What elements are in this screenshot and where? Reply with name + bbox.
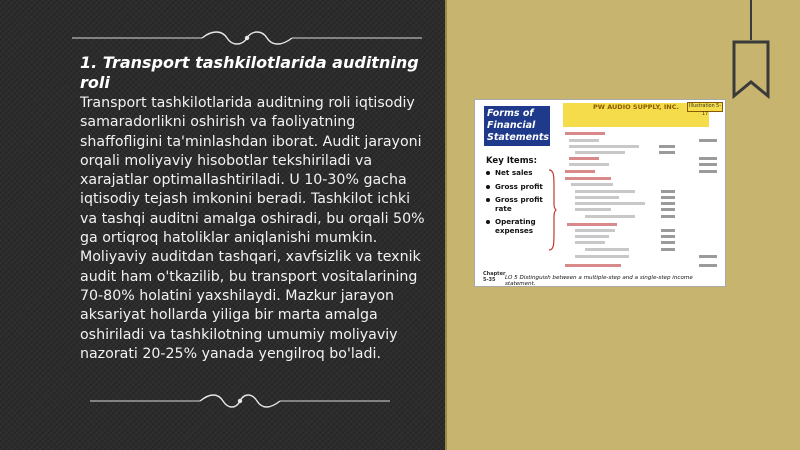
statement-line	[575, 229, 615, 232]
ornament-divider-top	[72, 28, 422, 48]
ornament-divider-bottom	[90, 390, 390, 412]
slide-body-text: Transport tashkilotlarida auditning roli iqtisodiy samaradorlikni oshirish va faoliyatning shaffofligini ta'minlashdan iborat. Audit jarayoni orqali moliyaviy hisobotlar tekshiriladi va xarajatlar optimallashtiriladi. U 10-30% gacha iqtisodiy tejash imkonini beradi. Tashkilot ichki va tashqi auditni amalga oshiradi, bu orqali 50% ga ortiqroq hatoliklar aniqlanishi mumkin. Moliyaviy auditdan tashqari, xavfsizlik va texnik audit ham o'tkazilib, bu transport vositalarining 70-80% holatini yaxshilaydi. Mazkur jarayon aksariyat hollarda yiliga bir marta amalga oshiriladi va tashkilotning umumiy moliyaviy nazorati 20-25% yanada yengilroq bo'ladi.	[80, 95, 425, 362]
statement-line	[567, 223, 617, 226]
statement-line	[565, 177, 611, 180]
statement-amount	[661, 208, 675, 211]
statement-line	[565, 132, 605, 135]
statement-line	[565, 264, 621, 267]
statement-amount	[699, 170, 717, 173]
statement-subtitle-placeholder	[563, 112, 709, 118]
company-name: PW AUDIO SUPPLY, INC.	[593, 103, 679, 111]
statement-amount	[661, 202, 675, 205]
chapter-label-line: Chapter	[483, 271, 506, 277]
figure-title-line: Financial	[487, 120, 536, 131]
statement-amount	[661, 215, 675, 218]
statement-amount	[661, 190, 675, 193]
key-items-list	[486, 169, 550, 240]
key-item: Gross profit	[486, 183, 550, 192]
statement-line	[585, 215, 635, 218]
chapter-label	[483, 272, 505, 283]
bookmark-ribbon-icon	[728, 0, 774, 100]
brace-icon	[547, 168, 557, 252]
statement-line	[569, 139, 599, 142]
statement-line	[575, 255, 629, 258]
slide-title: 1. Transport tashkilotlarida auditning roli	[80, 53, 419, 92]
statement-line	[575, 241, 605, 244]
statement-amount	[699, 255, 717, 258]
statement-line	[575, 202, 645, 205]
key-item: Operating expenses	[486, 218, 550, 235]
statement-amount	[661, 229, 675, 232]
statement-amount	[699, 157, 717, 160]
learning-objective-caption: LO 5 Distinguish between a multiple-step and a single-step income statement.	[505, 275, 693, 287]
panel-divider	[445, 0, 447, 450]
statement-line	[569, 157, 599, 160]
income-statement-lines	[563, 130, 723, 272]
figure-title-box	[484, 106, 550, 146]
statement-amount	[659, 151, 675, 154]
statement-line	[575, 208, 611, 211]
chapter-label-line: 5-35	[483, 276, 496, 283]
statement-amount	[699, 163, 717, 166]
statement-amount	[699, 264, 717, 267]
statement-line	[569, 163, 609, 166]
statement-amount	[661, 235, 675, 238]
statement-line	[575, 190, 635, 193]
figure-title-line: Forms of	[487, 108, 534, 119]
statement-amount	[659, 145, 675, 148]
illustration-tag: Illustration 5-17	[687, 102, 723, 112]
key-item: Net sales	[486, 169, 550, 178]
statement-amount	[661, 248, 675, 251]
statement-line	[585, 248, 629, 251]
statement-amount	[699, 139, 717, 142]
financial-statement-figure	[474, 99, 726, 287]
statement-line	[575, 235, 609, 238]
statement-line	[575, 196, 619, 199]
statement-line	[571, 183, 613, 186]
statement-amount	[661, 196, 675, 199]
statement-line	[565, 170, 595, 173]
figure-title-line: Statements	[487, 132, 550, 143]
key-items-heading: Key Items:	[486, 156, 538, 166]
statement-line	[569, 145, 639, 148]
key-item: Gross profit rate	[486, 196, 550, 213]
statement-amount	[661, 241, 675, 244]
statement-line	[575, 151, 625, 154]
